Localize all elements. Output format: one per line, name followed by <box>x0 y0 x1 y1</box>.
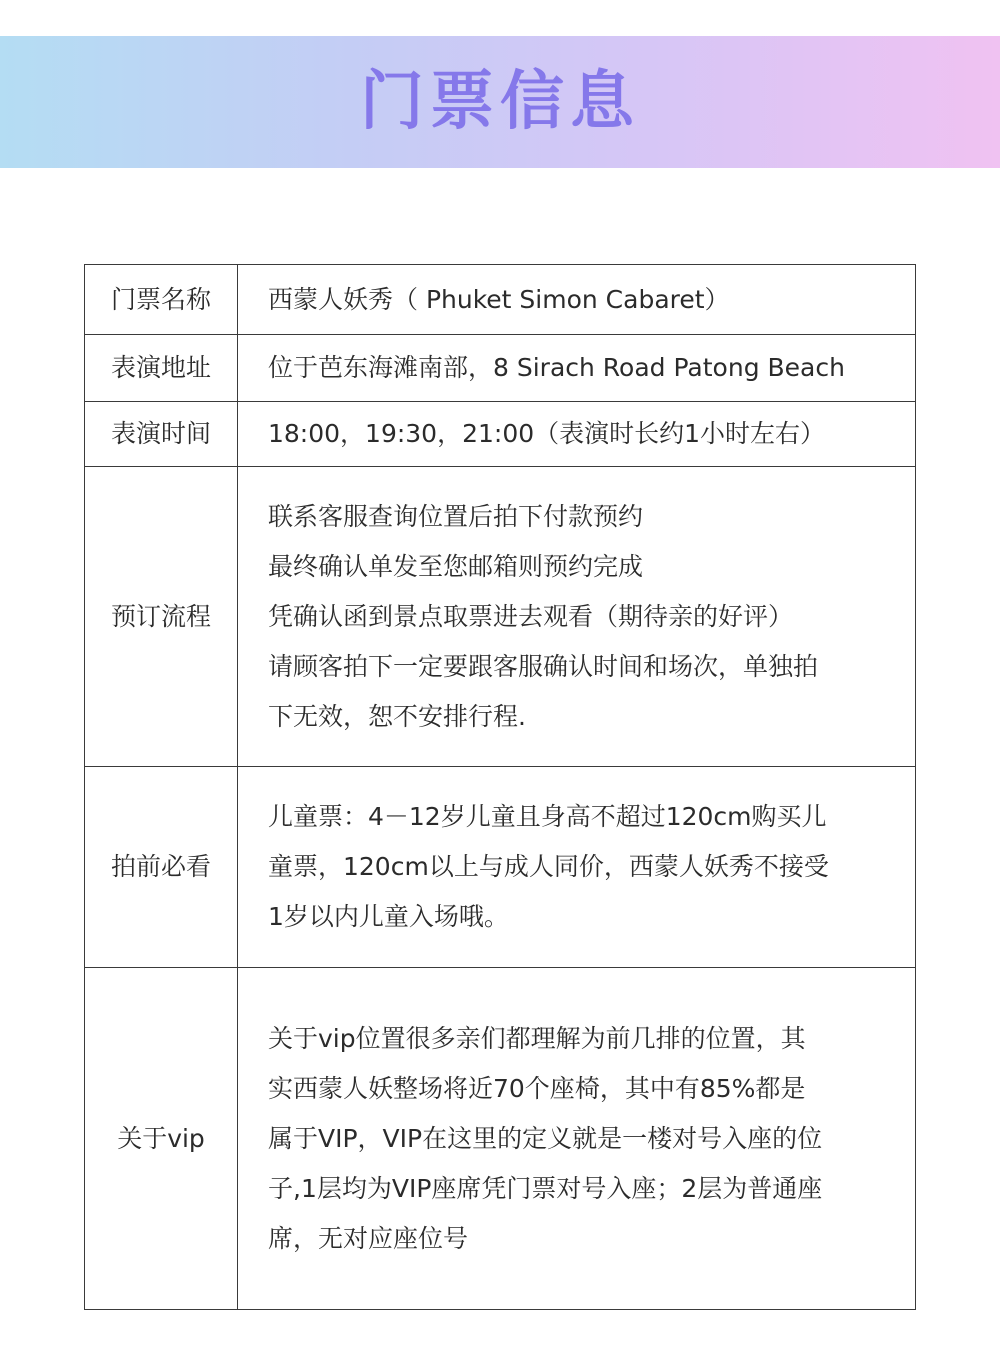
table-row-show-time <box>85 402 916 467</box>
row-label-about-vip: 关于vip <box>85 968 238 1310</box>
row-label-show-time: 表演时间 <box>85 402 238 467</box>
title-banner <box>0 36 1000 168</box>
value-line: 18:00，19:30，21:00（表演时长约1小时左右） <box>268 419 826 448</box>
value-line: 最终确认单发至您邮箱则预约完成 <box>268 551 644 581</box>
value-line: 位于芭东海滩南部，8 Sirach Road Patong Beach <box>268 353 845 382</box>
table-row-show-address <box>85 335 916 402</box>
row-value-show-time <box>238 402 916 467</box>
row-value-ticket-name <box>238 265 916 335</box>
page-title: 门票信息 <box>360 65 640 139</box>
ticket-info-table <box>84 264 916 1310</box>
value-line: 联系客服查询位置后拍下付款预约 <box>268 501 644 531</box>
value-line: 凭确认函到景点取票进去观看（期待亲的好评） <box>268 601 794 631</box>
table-row-ticket-name <box>85 265 916 335</box>
value-line: 西蒙人妖秀（ Phuket Simon Cabaret） <box>268 284 730 314</box>
table-row-must-read <box>85 767 916 968</box>
value-line: 关于vip位置很多亲们都理解为前几排的位置，其 <box>268 1023 806 1053</box>
row-value-show-address <box>238 335 916 402</box>
row-value-booking-process <box>238 467 916 767</box>
value-line: 儿童票：4－12岁儿童且身高不超过120cm购买儿 <box>268 802 827 831</box>
row-label-booking-process: 预订流程 <box>85 467 238 767</box>
value-line: 实西蒙人妖整场将近70个座椅，其中有85%都是 <box>268 1073 806 1103</box>
value-line: 请顾客拍下一定要跟客服确认时间和场次，单独拍 <box>268 651 819 681</box>
row-value-about-vip <box>238 968 916 1310</box>
row-label-show-address: 表演地址 <box>85 335 238 402</box>
value-line: 席，无对应座位号 <box>268 1223 469 1253</box>
value-line: 1岁以内儿童入场哦。 <box>268 902 509 931</box>
table-row-about-vip <box>85 968 916 1310</box>
row-value-must-read <box>238 767 916 968</box>
value-line: 子,1层均为VIP座席凭门票对号入座；2层为普通座 <box>268 1173 823 1203</box>
value-line: 下无效，恕不安排行程. <box>268 701 526 731</box>
row-label-must-read: 拍前必看 <box>85 767 238 968</box>
table-row-booking-process <box>85 467 916 767</box>
value-line: 属于VIP，VIP在这里的定义就是一楼对号入座的位 <box>268 1123 823 1153</box>
value-line: 童票，120cm以上与成人同价，西蒙人妖秀不接受 <box>268 852 829 881</box>
row-label-ticket-name: 门票名称 <box>85 265 238 335</box>
